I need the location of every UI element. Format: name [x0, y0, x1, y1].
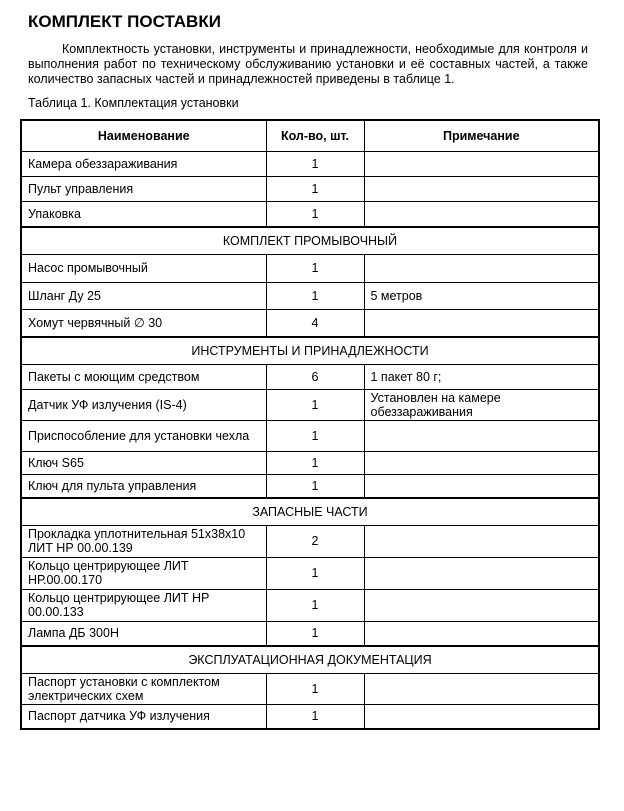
- item-name: Кольцо центрирующее ЛИТ НР 00.00.133: [21, 589, 266, 621]
- item-note: [364, 254, 599, 282]
- item-note: [364, 525, 599, 557]
- item-name: Прокладка уплотнительная 51х38х10 ЛИТ НР 00.00.139: [21, 525, 266, 557]
- item-name: Пульт управления: [21, 177, 266, 202]
- item-note: [364, 705, 599, 729]
- table-row: [21, 621, 599, 646]
- item-note: [364, 452, 599, 475]
- table-row: [21, 557, 599, 589]
- table-row: [21, 152, 599, 177]
- item-name: Ключ для пульта управления: [21, 475, 266, 498]
- item-qty: 1: [266, 589, 364, 621]
- item-qty: 2: [266, 525, 364, 557]
- item-name: Камера обеззараживания: [21, 152, 266, 177]
- table-row: [21, 177, 599, 202]
- item-note: 1 пакет 80 г;: [364, 365, 599, 390]
- item-note: [364, 152, 599, 177]
- item-qty: 1: [266, 674, 364, 705]
- table-row: [21, 452, 599, 475]
- item-name: Паспорт датчика УФ излучения: [21, 705, 266, 729]
- header-name: Наименование: [21, 120, 266, 152]
- item-qty: 1: [266, 177, 364, 202]
- item-name: Датчик УФ излучения (IS-4): [21, 390, 266, 421]
- item-qty: 1: [266, 452, 364, 475]
- table-body: [21, 152, 599, 729]
- table-row: [21, 589, 599, 621]
- section-row: [21, 646, 599, 674]
- section-title: ЭКСПЛУАТАЦИОННАЯ ДОКУМЕНТАЦИЯ: [21, 646, 599, 674]
- table-row: [21, 674, 599, 705]
- item-note: [364, 621, 599, 646]
- item-qty: 6: [266, 365, 364, 390]
- item-note: [364, 202, 599, 227]
- table-header-row: [21, 120, 599, 152]
- item-name: Упаковка: [21, 202, 266, 227]
- table-row: [21, 365, 599, 390]
- table-row: [21, 421, 599, 452]
- table-caption: Таблица 1. Комплектация установки: [28, 96, 239, 110]
- item-note: [364, 557, 599, 589]
- section-row: [21, 337, 599, 365]
- item-note: [364, 589, 599, 621]
- intro-text: Комплектность установки, инструменты и принадлежности, необходимые для контроля и выполнения работ по техническому обслуживанию установки и её составных частей, а также количество запасных частей и принадлежностей приведены в таблице 1.: [28, 42, 588, 86]
- item-note: Установлен на камере обеззараживания: [364, 390, 599, 421]
- table-row: [21, 254, 599, 282]
- section-title: КОМПЛЕКТ ПРОМЫВОЧНЫЙ: [21, 227, 599, 255]
- item-note: 5 метров: [364, 282, 599, 309]
- item-name: Приспособление для установки чехла: [21, 421, 266, 452]
- section-title: ЗАПАСНЫЕ ЧАСТИ: [21, 498, 599, 526]
- header-note: Примечание: [364, 120, 599, 152]
- section-title: ИНСТРУМЕНТЫ И ПРИНАДЛЕЖНОСТИ: [21, 337, 599, 365]
- item-name: Насос промывочный: [21, 254, 266, 282]
- item-name: Паспорт установки с комплектом электрических схем: [21, 674, 266, 705]
- item-qty: 1: [266, 152, 364, 177]
- section-row: [21, 498, 599, 526]
- header-qty: Кол-во, шт.: [266, 120, 364, 152]
- table-row: [21, 309, 599, 337]
- table-row: [21, 390, 599, 421]
- table-row: [21, 475, 599, 498]
- section-row: [21, 227, 599, 255]
- delivery-set-table: [20, 119, 600, 730]
- item-qty: 1: [266, 254, 364, 282]
- item-note: [364, 475, 599, 498]
- item-note: [364, 177, 599, 202]
- item-qty: 1: [266, 282, 364, 309]
- item-qty: 1: [266, 390, 364, 421]
- table-row: [21, 202, 599, 227]
- item-name: Ключ S65: [21, 452, 266, 475]
- table-row: [21, 705, 599, 729]
- item-name: Пакеты с моющим средством: [21, 365, 266, 390]
- item-qty: 1: [266, 475, 364, 498]
- table-row: [21, 525, 599, 557]
- item-qty: 1: [266, 421, 364, 452]
- item-name: Хомут червячный ∅ 30: [21, 309, 266, 337]
- item-note: [364, 421, 599, 452]
- item-qty: 1: [266, 557, 364, 589]
- page-title: КОМПЛЕКТ ПОСТАВКИ: [28, 12, 221, 31]
- table-row: [21, 282, 599, 309]
- item-name: Шланг Ду 25: [21, 282, 266, 309]
- item-name: Кольцо центрирующее ЛИТ НР.00.00.170: [21, 557, 266, 589]
- item-qty: 1: [266, 202, 364, 227]
- item-qty: 4: [266, 309, 364, 337]
- item-qty: 1: [266, 621, 364, 646]
- item-note: [364, 674, 599, 705]
- item-name: Лампа ДБ 300Н: [21, 621, 266, 646]
- item-qty: 1: [266, 705, 364, 729]
- item-note: [364, 309, 599, 337]
- intro-paragraph: [28, 42, 588, 87]
